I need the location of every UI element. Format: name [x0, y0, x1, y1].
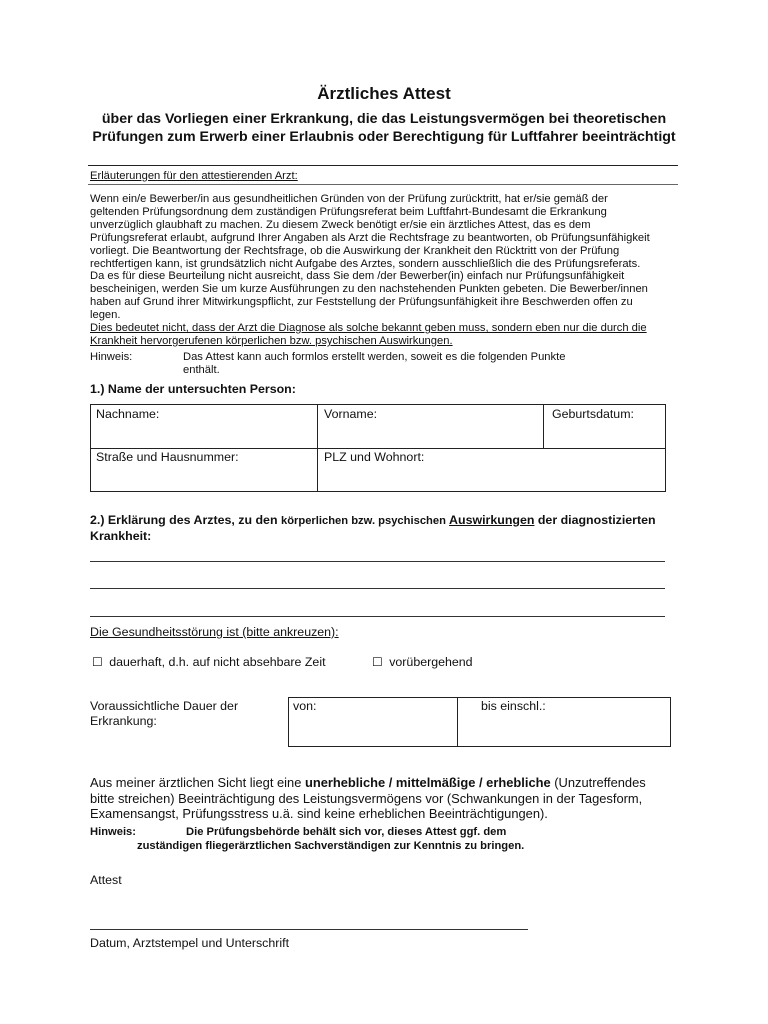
- assessment-line: bitte streichen) Beeinträchtigung des Leistungsvermögens vor (Schwankungen in der Tagesform,: [90, 790, 643, 806]
- birth-date-field[interactable]: [543, 405, 665, 448]
- checkbox-icon[interactable]: ☐: [92, 655, 103, 669]
- duration-label-line: Erkrankung:: [90, 714, 157, 728]
- duration-until-field[interactable]: [457, 698, 670, 746]
- answer-line[interactable]: [90, 588, 665, 589]
- hint2-label: Hinweis:: [90, 826, 137, 838]
- duration-label-line: Voraussichtliche Dauer der: [90, 699, 239, 713]
- document-title: Ärztliches Attest: [317, 84, 451, 103]
- assessment-options[interactable]: unerhebliche / mittelmäßige / erhebliche: [304, 775, 551, 790]
- explanations-underlined-line: Krankheit hervorgerufenen körperlichen bzw. psychischen Auswirkungen.: [90, 334, 453, 347]
- hint1-line: enthält.: [183, 363, 220, 376]
- answer-line[interactable]: [90, 616, 665, 617]
- option-temporary-label: vorübergehend: [389, 655, 473, 669]
- section2-heading: [90, 512, 680, 544]
- person-table: [90, 404, 666, 492]
- explanations-heading: Erläuterungen für den attestierenden Arzt:: [90, 170, 298, 182]
- hint1-label: Hinweis:: [90, 351, 133, 363]
- assessment-text: [90, 775, 690, 822]
- explanations-line: rechtfertigen kann, ist grundsätzlich nicht Aufgabe des Arztes, sondern ausschließlich die des Prüfungsreferats.: [90, 257, 641, 270]
- first-name-label: Vorname:: [324, 407, 378, 421]
- option-permanent[interactable]: [92, 655, 326, 670]
- title-divider: [88, 165, 678, 166]
- section2-heading-line2: Krankheit:: [90, 529, 152, 543]
- hint1-text: [183, 351, 565, 377]
- explanations-line: unverzüglich glaubhaft zu machen. Zu diesem Zweck benötigt er/sie ein ärztliches Attest, das es dem: [90, 218, 591, 231]
- disorder-heading: Die Gesundheitsstörung ist (bitte ankreuzen):: [90, 625, 339, 639]
- explanations-line: bescheinigen, werden Sie um kurze Ausführungen zu den nachstehenden Punkten gebeten. Die Bewerber/innen: [90, 283, 648, 296]
- explanations-divider: [88, 184, 678, 185]
- signature-line[interactable]: [90, 929, 528, 930]
- section1-heading: 1.) Name der untersuchten Person:: [90, 382, 296, 396]
- attest-label: Attest: [90, 873, 122, 887]
- duration-until-label: bis einschl.:: [481, 699, 546, 713]
- explanations-line: Prüfungsreferat erlaubt, aufgrund Ihrer Angaben als Arzt die Rechtsfrage zu beantworten, ob Prüfungsunfähigkeit: [90, 231, 650, 244]
- hint2-line: zuständigen fliegerärztlichen Sachverständigen zur Kenntnis zu bringen.: [137, 840, 525, 852]
- section2-heading-part: der diagnostizierten: [534, 513, 656, 527]
- assessment-line: [90, 775, 690, 791]
- birth-date-label: Geburtsdatum:: [552, 407, 634, 421]
- explanations-line: Wenn ein/e Bewerber/in aus gesundheitlichen Gründen von der Prüfung zurücktritt, hat er/sie gemäß der: [90, 193, 608, 205]
- explanations-line: Da es für diese Beurteilung nicht ausreicht, dass Sie dem /der Bewerber(in) einfach nur Prüfungsunfähigkeit: [90, 270, 625, 283]
- explanations-text: [90, 193, 680, 348]
- section2-heading-part: körperlichen bzw. psychischen: [280, 515, 450, 527]
- last-name-field[interactable]: [91, 405, 317, 448]
- checkbox-icon[interactable]: ☐: [372, 655, 383, 669]
- section2-heading-emphasis: Auswirkungen: [449, 513, 535, 527]
- option-temporary[interactable]: [372, 655, 473, 670]
- duration-table: [288, 697, 671, 747]
- first-name-field[interactable]: [317, 405, 543, 448]
- duration-label: [90, 699, 238, 729]
- document-subtitle: über das Vorliegen einer Erkrankung, die das Leistungsvermögen bei theoretischen Prüfungen zum Erwerb einer Erlaubnis oder Berechtigung für Luftfahrer beeinträchtigt: [92, 111, 676, 145]
- duration-from-field[interactable]: [289, 698, 457, 746]
- last-name-label: Nachname:: [96, 407, 160, 421]
- explanations-underlined-line: Dies bedeutet nicht, dass der Arzt die Diagnose als solche bekannt geben muss, sondern eben nur die durch die: [90, 322, 647, 335]
- city-label: PLZ und Wohnort:: [324, 450, 425, 464]
- hint1-line: Das Attest kann auch formlos erstellt werden, soweit es die folgenden Punkte: [183, 351, 566, 363]
- street-field[interactable]: [91, 448, 317, 491]
- duration-from-label: von:: [293, 699, 317, 713]
- assessment-line-pre: Aus meiner ärztlichen Sicht liegt eine: [90, 775, 305, 790]
- city-field[interactable]: [317, 448, 665, 491]
- explanations-line: geltenden Prüfungsordnung dem zuständigen Prüfungsreferat beim Luftfahrt-Bundesamt die Erkrankung: [90, 205, 607, 218]
- option-permanent-label: dauerhaft, d.h. auf nicht absehbare Zeit: [109, 655, 326, 669]
- explanations-line: haben auf Grund ihrer Mitwirkungspflicht, zur Feststellung der Prüfungsunfähigkeit ihre Beschwerden offen zu: [90, 296, 633, 309]
- assessment-line-post: (Unzutreffendes: [550, 775, 646, 790]
- assessment-line: Examensangst, Prüfungsstress u.ä. sind keine erheblichen Beeinträchtigungen).: [90, 806, 548, 821]
- section2-heading-part: 2.) Erklärung des Arztes, zu den: [90, 513, 281, 527]
- answer-line[interactable]: [90, 561, 665, 562]
- signature-label: Datum, Arztstempel und Unterschrift: [90, 936, 290, 950]
- hint2-line: Die Prüfungsbehörde behält sich vor, dieses Attest ggf. dem: [186, 826, 507, 838]
- explanations-line: legen.: [90, 309, 121, 322]
- street-label: Straße und Hausnummer:: [96, 450, 239, 464]
- explanations-line: vorliegt. Die Beantwortung der Rechtsfrage, ob die Auswirkung der Krankheit den Rücktritt von der Prüfung: [90, 244, 620, 257]
